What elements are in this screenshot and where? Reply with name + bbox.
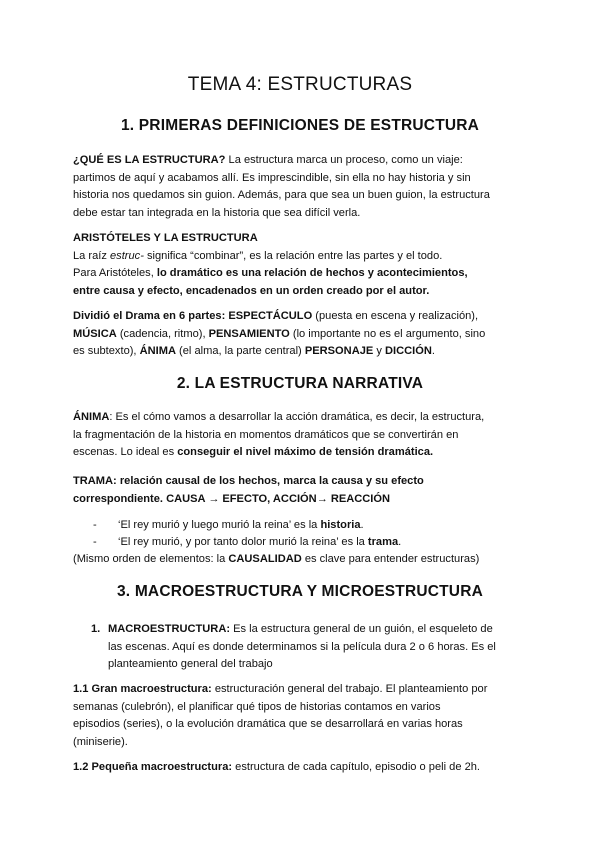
macroestructura-item bbox=[108, 621, 533, 674]
text-run: Para Aristóteles, bbox=[73, 267, 157, 279]
text-line-bold: correspondiente. CAUSA → EFECTO, ACCIÓN→ REACCIÓN bbox=[73, 492, 391, 505]
bullet-dash: - bbox=[93, 536, 97, 548]
text-line: debe estar tan integrada en la historia que sea difícil verla. bbox=[73, 206, 361, 219]
aristotle-heading: ARISTÓTELES Y LA ESTRUCTURA bbox=[73, 232, 258, 244]
trama-paragraph bbox=[73, 473, 533, 508]
text-run: (Mismo orden de elementos: la bbox=[73, 553, 229, 565]
list-number: 1. bbox=[91, 623, 101, 635]
section-3-heading: 3. MACROESTRUCTURA Y MICROESTRUCTURA bbox=[116, 583, 483, 600]
text-run-italic: estruc- bbox=[110, 249, 144, 262]
text-line: (miniserie). bbox=[73, 735, 128, 748]
text-line: semanas (culebrón), el planificar qué tipos de historias contamos en varios bbox=[73, 700, 441, 713]
text-run: (cadencia, ritmo), bbox=[116, 327, 209, 340]
text-run-bold: conseguir el nivel máximo de tensión dramática. bbox=[177, 446, 434, 458]
drama-parts-paragraph bbox=[73, 308, 533, 361]
what-is-structure-paragraph bbox=[73, 152, 533, 222]
text-run: significa “combinar”, es la relación entre las partes y el todo. bbox=[143, 249, 443, 262]
text-run: y bbox=[373, 345, 385, 357]
text-run-bold: historia bbox=[320, 519, 361, 531]
text-run-bold: MACROESTRUCTURA: bbox=[108, 623, 231, 635]
text-line: historia nos quedamos sin guion. Además, para que sea un buen guion, la estructura bbox=[73, 189, 490, 201]
what-is-structure-label: ¿QUÉ ES LA ESTRUCTURA? bbox=[73, 154, 226, 166]
text-run: : Es el cómo vamos a desarrollar la acción dramática, es decir, la estructura, bbox=[109, 411, 485, 423]
text-line: las escenas. Aquí es donde determinamos si la película dura 2 o 6 horas. Es el bbox=[108, 640, 496, 653]
section-1-heading: 1. PRIMERAS DEFINICIONES DE ESTRUCTURA bbox=[120, 117, 480, 134]
text-run-bold: MÚSICA bbox=[73, 327, 117, 340]
text-run: estructura de cada capítulo, episodio o peli de 2h. bbox=[232, 761, 481, 773]
text-run: estructuración general del trabajo. El planteamiento por bbox=[211, 683, 488, 695]
text-run: ‘El rey murió, y por tanto dolor murió la reina’ es la bbox=[118, 536, 368, 548]
document-title: TEMA 4: ESTRUCTURAS bbox=[187, 74, 413, 95]
text-run-bold: PENSAMIENTO bbox=[208, 327, 290, 340]
text-line: planteamiento general del trabajo bbox=[108, 658, 273, 670]
text-line: episodios (series), o la evolución dramática que se desarrollará en varias horas bbox=[73, 718, 463, 730]
anima-paragraph bbox=[73, 409, 533, 462]
text-run: escenas. Lo ideal es bbox=[73, 446, 178, 458]
section-2-heading: 2. LA ESTRUCTURA NARRATIVA bbox=[176, 375, 424, 392]
text-line: la fragmentación de la historia en momentos dramáticos que se convertirán en bbox=[73, 428, 459, 441]
text-line-bold: entre causa y efecto, encadenados en un orden creado por el autor. bbox=[73, 284, 430, 297]
text-run-bold: ÁNIMA bbox=[139, 345, 176, 357]
text-run-bold: CAUSALIDAD bbox=[228, 553, 302, 565]
text-run: es subtexto), bbox=[73, 345, 140, 357]
bullet-item-historia bbox=[118, 517, 364, 535]
text-run: Es la estructura general de un guión, el esqueleto de bbox=[230, 623, 493, 635]
text-line-bold: TRAMA: relación causal de los hechos, marca la causa y su efecto bbox=[73, 475, 424, 487]
text-run: (puesta en escena y realización), bbox=[312, 310, 479, 322]
text-run: La raíz bbox=[73, 249, 110, 262]
bullet-dash: - bbox=[93, 519, 97, 531]
gran-macroestructura-paragraph bbox=[73, 681, 533, 751]
text-run: La estructura marca un proceso, como un viaje: bbox=[225, 154, 463, 166]
text-run: ‘El rey murió y luego murió la reina’ es la bbox=[118, 519, 321, 531]
text-run: (el alma, la parte central) bbox=[175, 345, 305, 357]
text-run-bold: DICCIÓN bbox=[385, 345, 432, 357]
text-run-bold: trama bbox=[367, 536, 399, 548]
text-run: . bbox=[360, 519, 364, 531]
text-run: es clave para entender estructuras) bbox=[301, 553, 480, 565]
text-run: . bbox=[398, 536, 402, 548]
text-line: partimos de aquí y acabamos allí. Es imprescindible, sin ella no hay historia y sin bbox=[73, 171, 471, 184]
text-run-bold: Dividió el Drama en 6 partes: ESPECTÁCULO bbox=[73, 310, 313, 322]
text-run: . bbox=[431, 345, 435, 357]
pequena-macroestructura-paragraph bbox=[73, 759, 533, 777]
text-run: (lo importante no es el argumento, sino bbox=[289, 327, 486, 340]
text-run-bold: 1.1 Gran macroestructura: bbox=[73, 683, 212, 695]
aristotle-paragraph bbox=[73, 230, 533, 300]
text-run-bold: lo dramático es una relación de hechos y acontecimientos, bbox=[156, 267, 468, 279]
bullet-item-trama bbox=[118, 534, 401, 552]
text-run-bold: 1.2 Pequeña macroestructura: bbox=[73, 761, 233, 773]
causality-note bbox=[73, 551, 543, 569]
text-run-bold: ÁNIMA bbox=[73, 411, 110, 423]
text-run-bold: PERSONAJE bbox=[304, 345, 374, 357]
